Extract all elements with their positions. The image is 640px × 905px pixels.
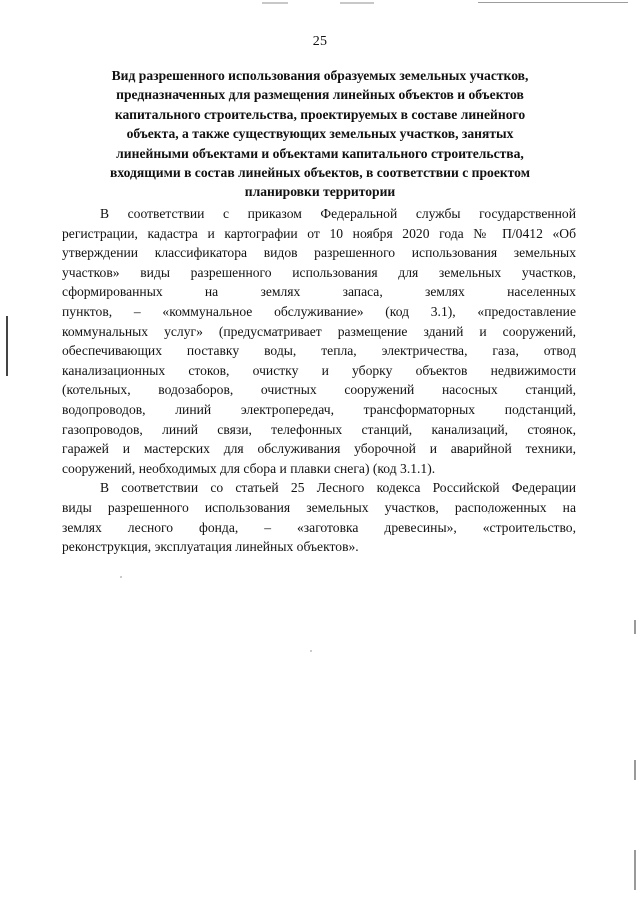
paragraph-forest-code [62,478,576,556]
heading-line: предназначенных для размещения линейных объектов и объектов [116,87,524,103]
word: землях [260,284,301,300]
paragraph-line: участков» виды разрешенного использования для земельных участков, [62,264,576,280]
heading-line: входящими в состав линейных объектов, в соответствии с проектом [110,165,530,181]
paragraph-line-spread [62,282,576,302]
word: населенных [507,284,576,300]
paragraph-line: регистрации, кадастра и картографии от 10 ноября 2020 года № П/0412 «Об [62,225,576,241]
word: на [204,284,219,300]
scan-artifact-top-mid [340,2,374,4]
paragraph-line: канализационных стоков, очистку и уборку объектов недвижимости [62,362,576,378]
paragraph-line: утверждении классификатора видов разрешенного использования земельных [62,245,576,261]
heading-line: линейными объектами и объектами капитального строительства, [116,145,524,161]
paragraph-line: (котельных, водозаборов, очистных сооружений насосных станций, [62,382,576,398]
heading-line: капитального строительства, проектируемых в составе линейного [114,106,526,122]
paragraph-line: пунктов, – «коммунальное обслуживание» (код 3.1), «предоставление [62,303,576,319]
paragraph-line: обеспечивающих поставку воды, тепла, электричества, газа, отвод [62,343,576,359]
paragraph-line: реконструкция, эксплуатация линейных объектов». [62,539,359,555]
paragraph-line: землях лесного фонда, – «заготовка древесины», «строительство, [62,519,576,535]
heading-line: планировки территории [244,184,396,200]
paragraph-line: газопроводов, линий связи, телефонных станций, канализаций, стоянок, [62,421,576,437]
scan-edge-mark-2 [634,760,636,780]
paragraph-line: водопроводов, линий электропередач, трансформаторных подстанций, [62,401,576,417]
paragraph-line: В соответствии с приказом Федеральной службы государственной [100,206,576,221]
body-text [62,204,576,557]
section-heading [60,66,580,202]
heading-line: объекта, а также существующих земельных участков, занятых [126,126,514,142]
paragraph-line: В соответствии со статьей 25 Лесного кодекса Российской Федерации [100,480,576,496]
heading-line: Вид разрешенного использования образуемых земельных участков, [111,68,529,83]
scan-artifact-top-right [478,2,628,3]
scan-artifact-top-left [262,2,288,4]
scan-speck [310,650,312,652]
scan-speck [120,576,122,578]
scan-margin-line [6,316,8,376]
page-number: 25 [312,34,328,49]
paragraph-classifier [62,204,576,478]
scan-edge-mark-1 [634,620,636,634]
paragraph-line: коммунальных услуг» (предусматривает размещение зданий и сооружений, [62,323,576,339]
paragraph-line: гаражей и мастерских для обслуживания уборочной и аварийной техники, [62,441,576,457]
word: запаса, [342,284,383,300]
word: сформированных [62,284,163,300]
scan-edge-mark-3 [634,850,636,890]
word: землях [425,284,465,300]
paragraph-line: виды разрешенного использования земельных участков, расположенных на [62,499,576,515]
paragraph-line: сооружений, необходимых для сбора и плавки снега) (код 3.1.1). [62,460,436,476]
